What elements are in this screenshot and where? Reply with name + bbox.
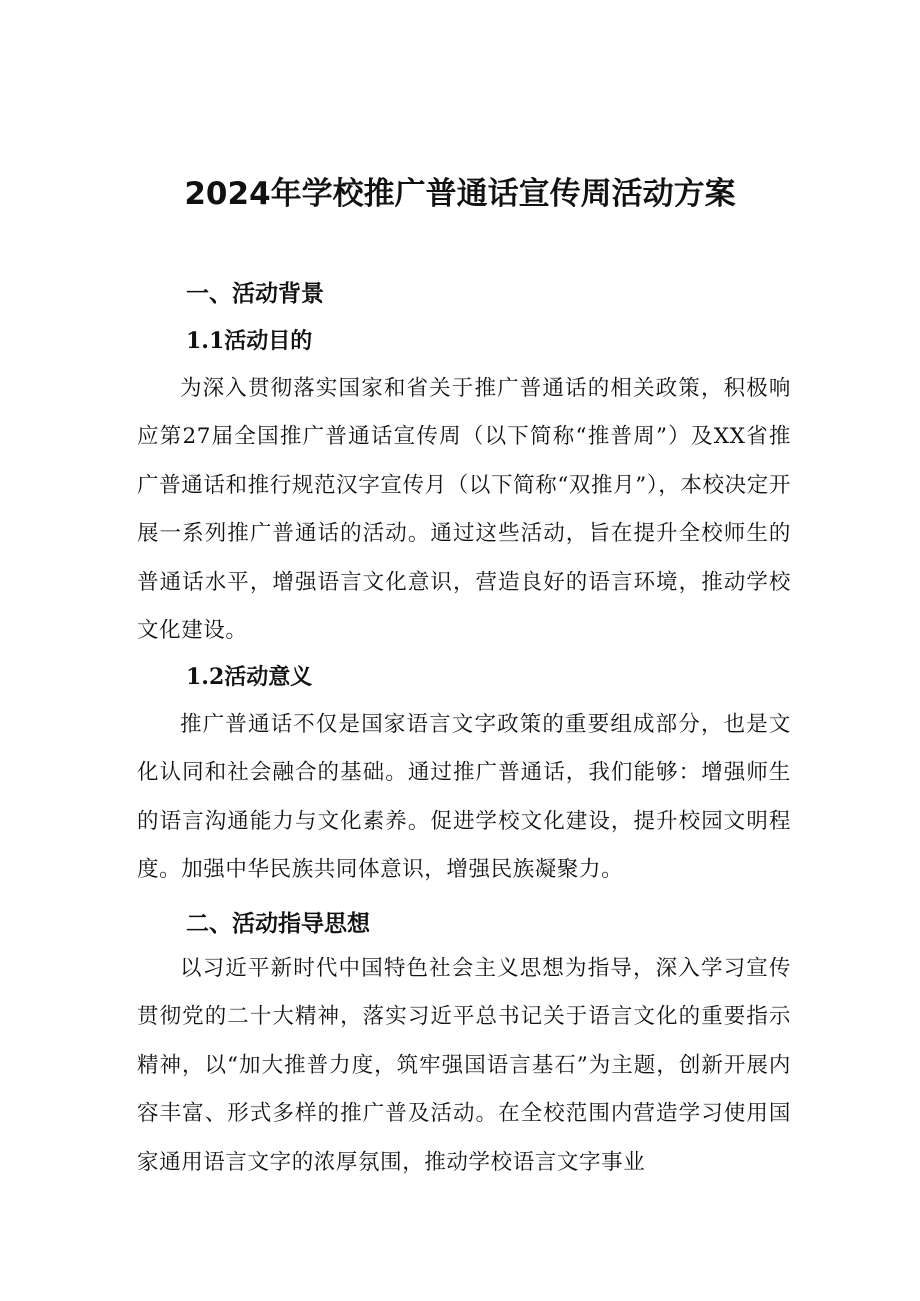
paragraph-significance: 推广普通话不仅是国家语言文字政策的重要组成部分，也是文化认同和社会融合的基础。通过推广普通话，我们能够：增强师生的语言沟通能力与文化素养。促进学校文化建设，提升校园文明程度。加强中华民族共同体意识，增强民族凝聚力。 <box>137 712 791 883</box>
paragraph-guiding-ideology: 以习近平新时代中国特色社会主义思想为指导，深入学习宣传贯彻党的二十大精神，落实习近平总书记关于语言文化的重要指示精神，以“加大推普力度，筑牢强国语言基石”为主题，创新开展内容丰富、形式多样的推广普及活动。在全校范围内营造学习使用国家通用语言文字的浓厚氛围，推动学校语言文字事业 <box>137 956 791 1175</box>
subsection-heading-purpose: 1.1活动目的 <box>186 328 313 354</box>
section-heading-guiding-ideology: 二、活动指导思想 <box>186 911 370 937</box>
subsection-heading-significance: 1.2活动意义 <box>186 664 313 690</box>
section-heading-background: 一、活动背景 <box>186 281 324 307</box>
paragraph-purpose: 为深入贯彻落实国家和省关于推广普通话的相关政策，积极响应第27届全国推广普通话宣传周（以下简称“推普周”）及XX省推广普通话和推行规范汉字宣传月（以下简称“双推月”），本校决定开展一系列推广普通话的活动。通过这些活动，旨在提升全校师生的普通话水平，增强语言文化意识，营造良好的语言环境，推动学校文化建设。 <box>137 376 791 644</box>
document-title: 2024年学校推广普通话宣传周活动方案 <box>184 176 736 212</box>
